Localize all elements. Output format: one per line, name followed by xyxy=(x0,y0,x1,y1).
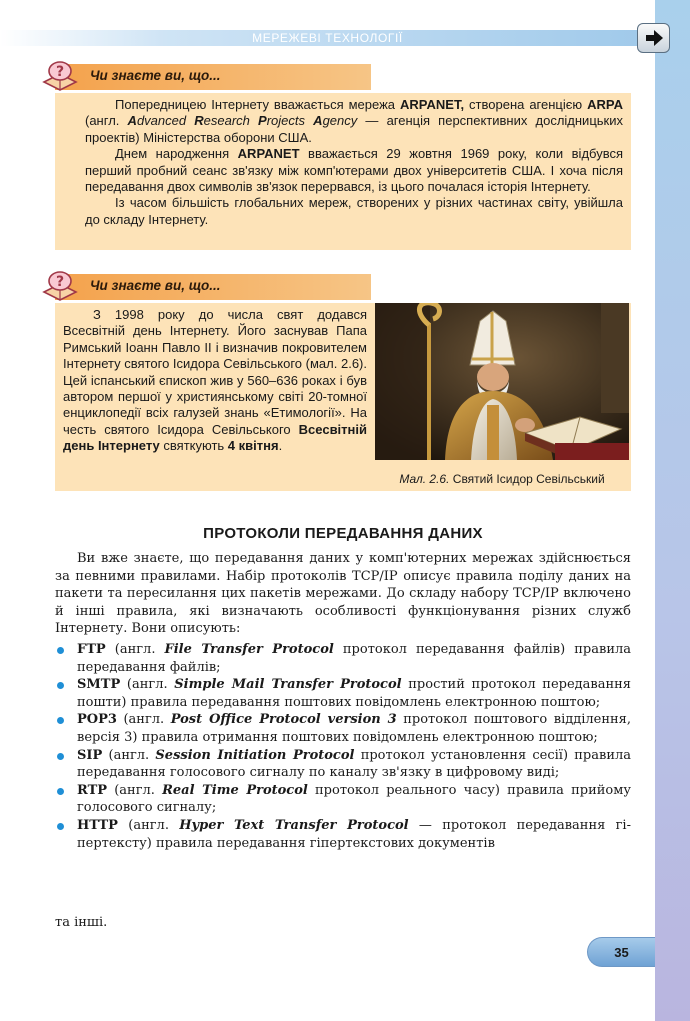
text-run: (англ. xyxy=(102,747,156,763)
svg-text:?: ? xyxy=(55,64,65,80)
info-box-2-title: Чи знаєте ви, що... xyxy=(90,278,221,293)
bullet-dot-icon xyxy=(57,717,64,724)
info-box-1-text xyxy=(85,97,623,228)
text-run: ARPANET xyxy=(237,146,300,162)
text-run: Real Time Protocol xyxy=(162,782,308,798)
info-box-1 xyxy=(55,93,631,250)
text-run: esearch xyxy=(203,113,259,129)
section-title: ПРОТОКОЛИ ПЕРЕДАВАННЯ ДАНИХ xyxy=(203,525,483,542)
text-run: (англ. xyxy=(107,782,163,798)
text-run: File Transfer Protocol xyxy=(164,642,334,657)
bullet-dot-icon xyxy=(57,823,64,830)
question-book-icon xyxy=(40,60,80,92)
text-run: A xyxy=(313,113,323,129)
text-run: rojects xyxy=(266,113,314,129)
protocol-list-item xyxy=(55,711,631,746)
svg-text:?: ? xyxy=(55,274,65,290)
text-run: dvanced xyxy=(136,113,195,129)
protocol-list-item xyxy=(55,641,631,676)
text-run: FTP xyxy=(77,642,106,657)
text-run: Попередницею Інтернету вважається мережа xyxy=(115,97,401,112)
text-run: 4 квітня xyxy=(227,438,279,454)
figure-caption-text: Святий Ісидор Севільський xyxy=(449,472,605,486)
bullet-dot-icon xyxy=(57,753,64,760)
protocol-list-item xyxy=(55,817,631,852)
text-run: A xyxy=(127,113,137,129)
text-run: SIP xyxy=(77,747,103,763)
page-number: 35 xyxy=(587,937,655,967)
text-run: (англ. xyxy=(120,677,175,693)
bullet-dot-icon xyxy=(57,788,64,795)
painting-image xyxy=(375,303,629,460)
next-page-button[interactable] xyxy=(637,23,670,53)
text-run: (англ. xyxy=(117,817,180,833)
text-run: Post Office Protocol version 3 xyxy=(170,712,397,728)
info-box-1-paragraph xyxy=(85,146,623,195)
text-run: вважається 29 жовтня 1969 року, коли відбувся перший пробний сеанс зв'язку між комп'ютерами двох університетів США. І хоча після передавання двох символів зв'язок перервався, із цього почалася історія Інтернету. xyxy=(85,146,623,195)
info-box-1-paragraph xyxy=(85,195,623,228)
intro-text: Ви вже знаєте, що передавання даних у комп'ютерних мережах здійснюється за певними правилами. Набір протоколів TCP/IP описує правила поділу даних на пакети та пересилання цих пакетів мережами. До складу набору TCP/IP включено й інші правила, які визначають особливості функціонування різних служб Інтернету. Вони описують: xyxy=(55,551,631,637)
protocol-list-item xyxy=(55,782,631,817)
text-run: R xyxy=(194,113,204,129)
text-run: — агенція перспективних дослідницьких проектів) Міністерства оборони США. xyxy=(85,113,623,145)
text-run: (англ. xyxy=(105,642,165,657)
side-color-band xyxy=(655,0,690,1021)
text-run: простий протокол передавання пошти) правила передавання поштових повідомлень електронною поштою; xyxy=(77,677,632,710)
info-box-1-paragraph xyxy=(85,97,623,146)
text-run: SMTP xyxy=(77,677,121,693)
figure-caption-label: Мал. 2.6. xyxy=(399,472,450,486)
text-run: Днем народження xyxy=(115,146,238,162)
info-box-2-text xyxy=(63,307,367,455)
text-run: Hyper Text Transfer Protocol xyxy=(179,817,409,833)
text-run: протокол передавання файлів) правила передавання файлів; xyxy=(77,642,631,675)
info-box-1-title: Чи знаєте ви, що... xyxy=(90,68,221,83)
arrow-right-icon xyxy=(644,29,664,47)
text-run: ARPA xyxy=(587,97,623,112)
question-book-icon xyxy=(40,270,80,302)
chapter-title: МЕРЕЖЕВІ ТЕХНОЛОГІЇ xyxy=(252,31,403,45)
protocol-list-item xyxy=(55,747,631,782)
text-run: протокол реального часу) правила прийому голосового сигналу; xyxy=(77,782,632,816)
list-ending: та інші. xyxy=(55,915,108,930)
text-run: протокол поштового відділення, версія 3) правила отримання поштових повідомлень електронною поштою; xyxy=(77,712,632,745)
figure-caption xyxy=(375,472,629,486)
text-run: Із часом більшість глобальних мереж, створених у різних частинах світу, увійшла до складу Інтернету. xyxy=(85,195,623,227)
bullet-dot-icon xyxy=(57,647,64,654)
text-run: POP3 xyxy=(77,712,117,728)
info-box-2-paragraph xyxy=(63,307,367,455)
text-run: святкують xyxy=(159,438,228,454)
text-run: . xyxy=(278,438,283,454)
text-run: З 1998 року до числа свят додався Всесвітній день Інтернету. Його заснував Папа Римський Іоанн Павло ІІ і визначив покровителем Інтернету святого Ісидора Севільського (мал. 2.6). Цей іспанський єпископ жив у 560–636 роках і був автором першої у християнському світі 20-томної енциклопедії всіх галузей знань «Етимології». На честь святого Ісидора Севільського xyxy=(63,307,367,437)
text-run: (англ. xyxy=(116,712,171,728)
text-run: Всесвітній день Інтернету xyxy=(63,421,367,454)
text-run: Session Initiation Protocol xyxy=(155,747,355,763)
protocol-list-item xyxy=(55,676,631,711)
intro-paragraph xyxy=(55,550,631,638)
bullet-dot-icon xyxy=(57,682,64,689)
text-run: (англ. xyxy=(85,113,128,129)
text-run: Simple Mail Transfer Protocol xyxy=(174,677,402,693)
text-run: протокол установлення сесії) правила передавання голосового сигналу по каналу зв'язку в цифровому виді; xyxy=(77,747,631,781)
text-run: — протокол передавання гіпертексту) правила передавання гіпертекстових документів xyxy=(77,817,631,851)
text-run: ARPANET, xyxy=(400,97,465,112)
text-run: gency xyxy=(322,113,358,129)
saint-isidore-painting xyxy=(375,303,629,460)
text-run: P xyxy=(258,113,267,129)
protocol-list xyxy=(55,641,631,852)
text-run: HTTP xyxy=(77,817,118,833)
text-run: створена агенцією xyxy=(464,97,588,112)
text-run: RTP xyxy=(77,782,108,798)
